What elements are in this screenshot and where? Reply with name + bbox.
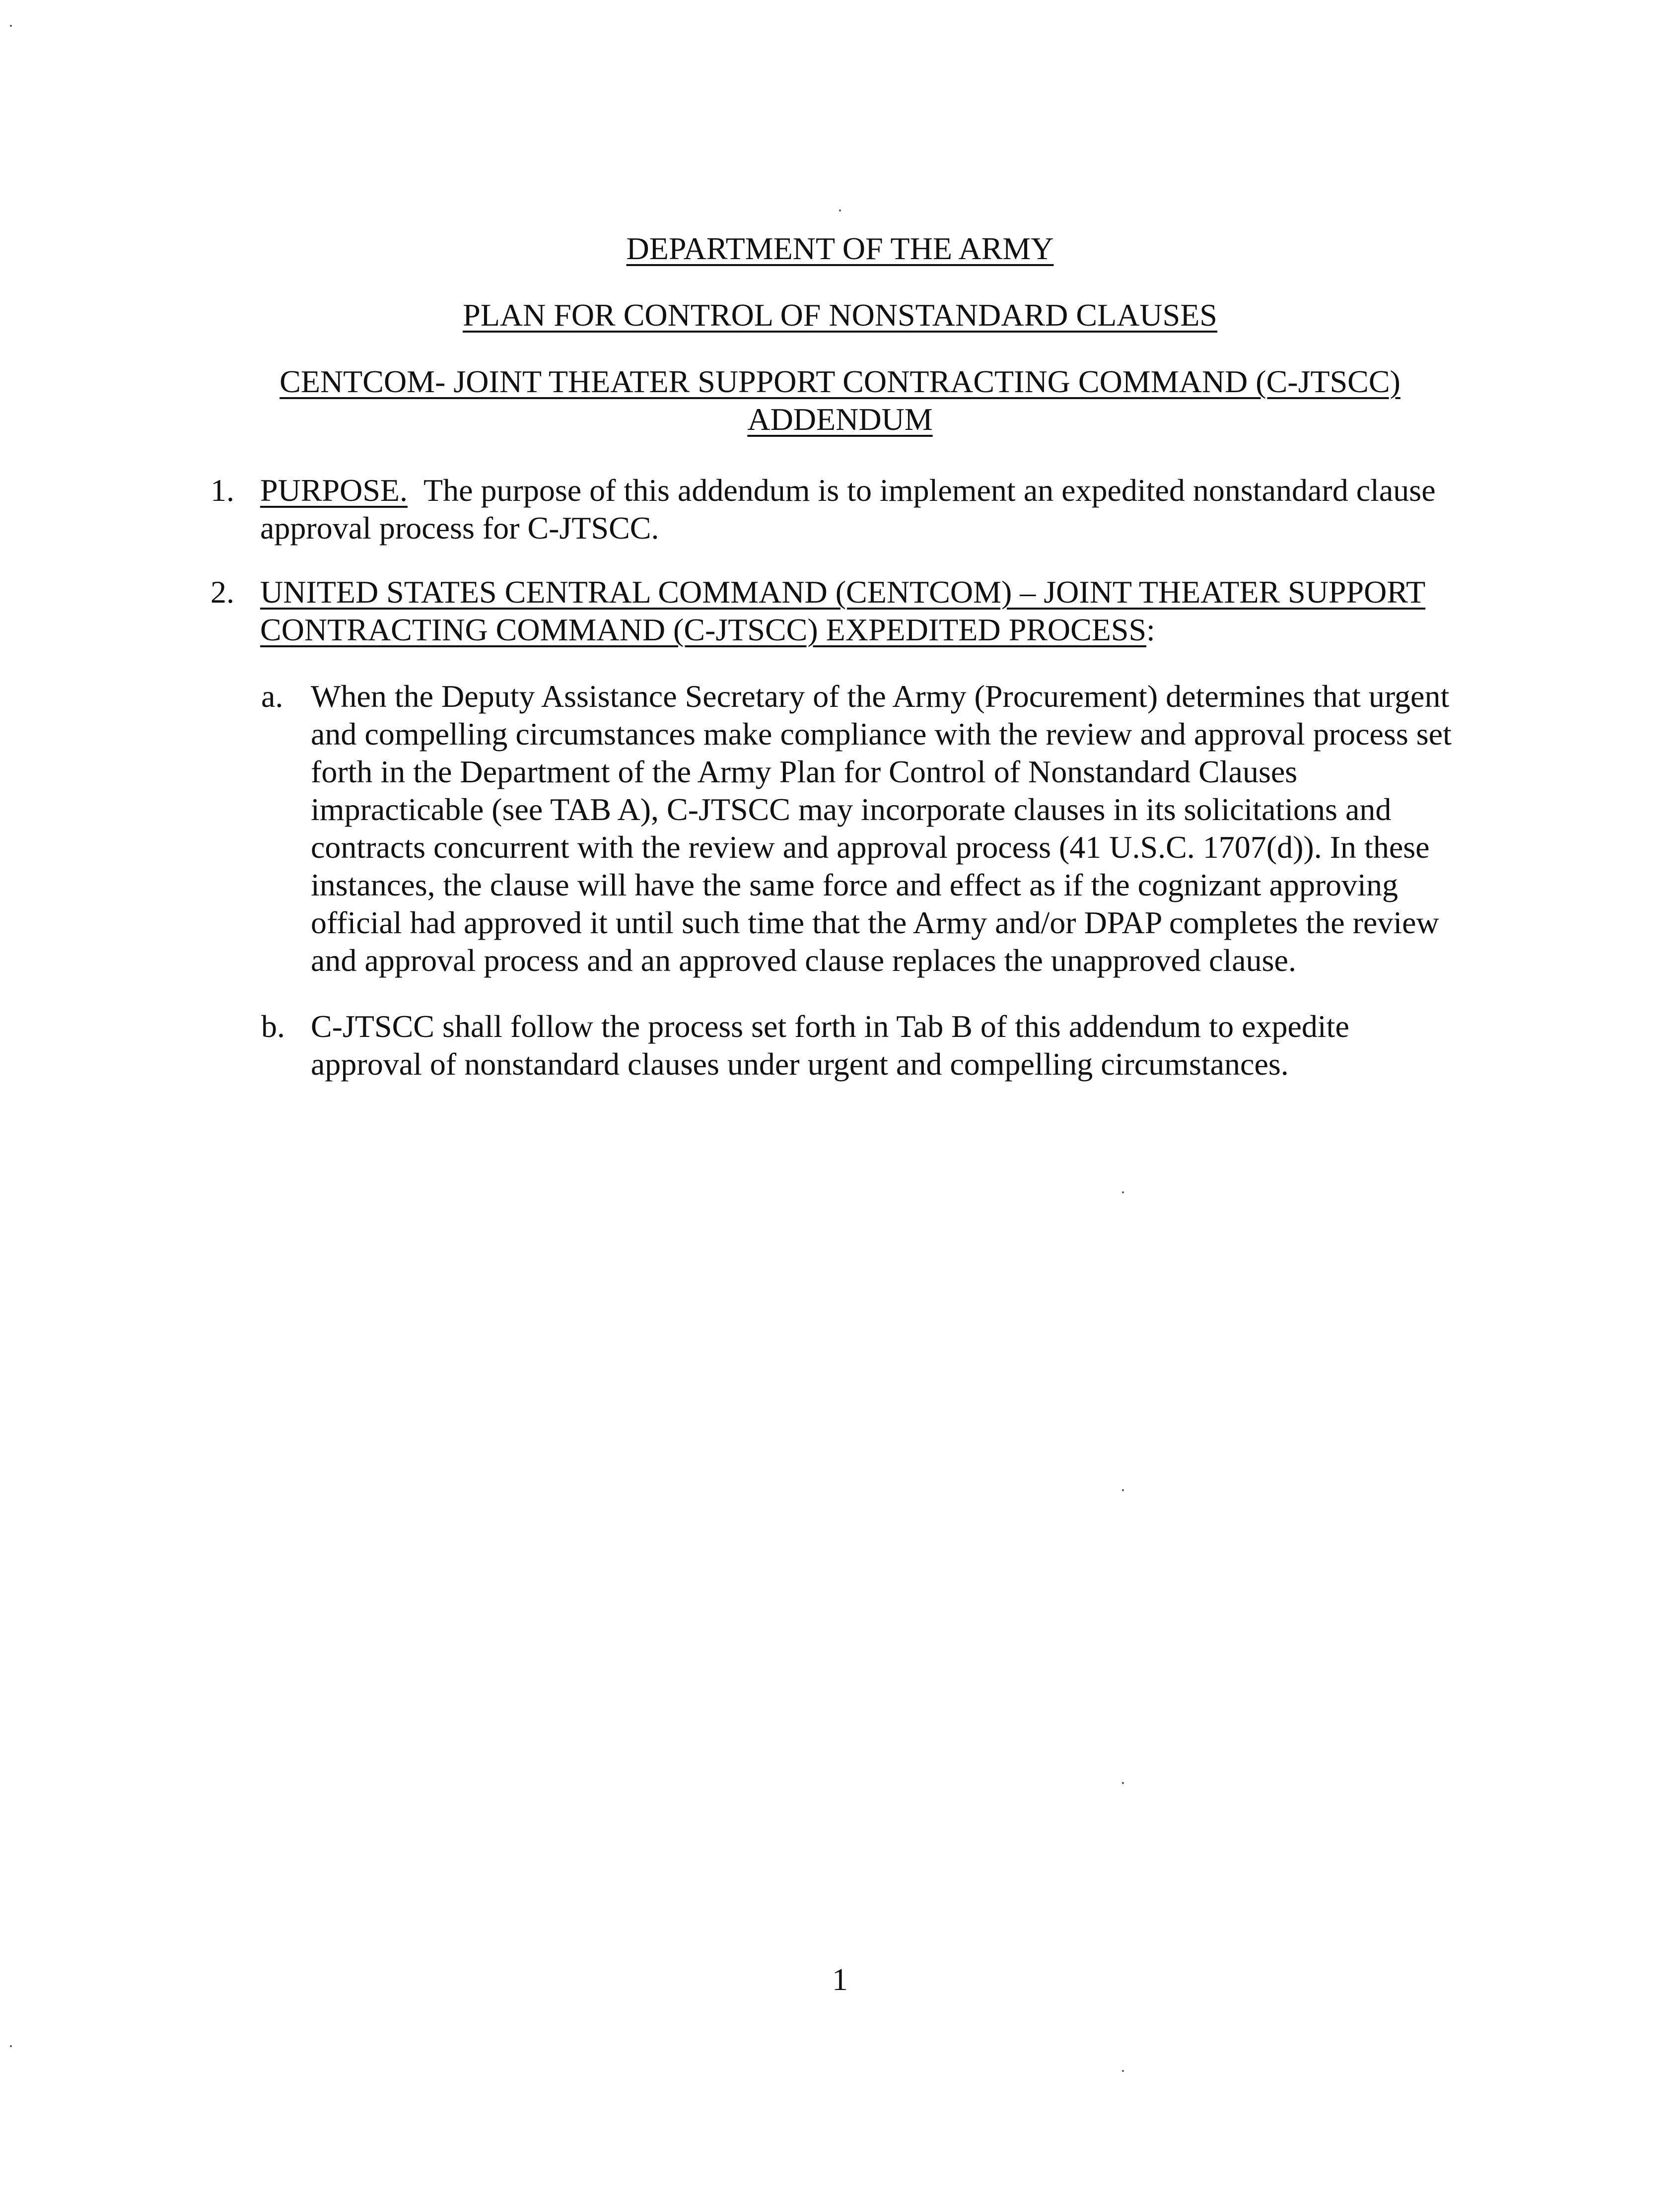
paragraph-line: C-JTSCC shall follow the process set forth in Tab B of this addendum to expedite	[311, 1009, 1349, 1044]
section-process-title	[260, 573, 1481, 649]
heading-department: DEPARTMENT OF THE ARMY	[626, 231, 1054, 266]
paragraph-line: approval of nonstandard clauses under urgent and compelling circumstances.	[311, 1046, 1289, 1082]
heading-addendum: ADDENDUM	[747, 402, 933, 437]
paragraph-letter: b.	[261, 1009, 285, 1044]
paragraph-line: When the Deputy Assistance Secretary of the Army (Procurement) determines that urgent	[311, 679, 1450, 714]
section-purpose-line-1	[260, 472, 1481, 509]
paragraph-line: impracticable (see TAB A), C-JTSCC may incorporate clauses in its solicitations and	[311, 792, 1392, 827]
section-process-title-1: UNITED STATES CENTRAL COMMAND (CENTCOM) – JOINT THEATER SUPPORT	[260, 574, 1426, 610]
heading-plan: PLAN FOR CONTROL OF NONSTANDARD CLAUSES	[463, 297, 1217, 333]
paragraph-a	[261, 678, 1482, 1025]
page-number: 1	[832, 1962, 848, 1997]
scan-speck	[10, 25, 12, 27]
section-number: 1.	[210, 473, 234, 508]
section-number: 2.	[210, 574, 234, 610]
scan-speck	[10, 2045, 12, 2047]
paragraph-letter: a.	[261, 679, 283, 714]
section-purpose	[210, 472, 1481, 551]
section-process	[210, 573, 1481, 653]
paragraph-line: and compelling circumstances make compliance with the review and approval process set	[311, 716, 1452, 752]
paragraph-b	[261, 1008, 1482, 1087]
paragraph-line: instances, the clause will have the same force and effect as if the cognizant approving	[311, 867, 1398, 902]
paragraph-line: contracts concurrent with the review and approval process (41 U.S.C. 1707(d)). In these	[311, 829, 1430, 865]
section-process-title-2: CONTRACTING COMMAND (C-JTSCC) EXPEDITED PROCESS	[260, 612, 1147, 647]
section-purpose-title: PURPOSE.	[260, 473, 408, 508]
scan-speck	[1122, 2070, 1124, 2072]
paragraph-line: and approval process and an approved clause replaces the unapproved clause.	[311, 943, 1296, 978]
section-process-title-colon: :	[1146, 612, 1155, 647]
paragraph-b-text	[311, 1008, 1482, 1083]
section-purpose-text	[260, 472, 1481, 547]
paragraph-line: forth in the Department of the Army Plan for Control of Nonstandard Clauses	[311, 754, 1298, 789]
section-purpose-text-2: approval process for C-JTSCC.	[260, 510, 659, 546]
paragraph-line: official had approved it until such time that the Army and/or DPAP completes the review	[311, 905, 1439, 940]
scan-speck	[1122, 1782, 1124, 1784]
heading-command: CENTCOM- JOINT THEATER SUPPORT CONTRACTING COMMAND (C-JTSCC)	[280, 364, 1400, 399]
scan-speck	[1122, 1489, 1124, 1491]
scan-speck	[1122, 1191, 1124, 1193]
section-purpose-text-1: The purpose of this addendum is to implement an expedited nonstandard clause	[423, 473, 1436, 508]
paragraph-a-text	[311, 678, 1482, 979]
scan-speck	[839, 209, 841, 211]
